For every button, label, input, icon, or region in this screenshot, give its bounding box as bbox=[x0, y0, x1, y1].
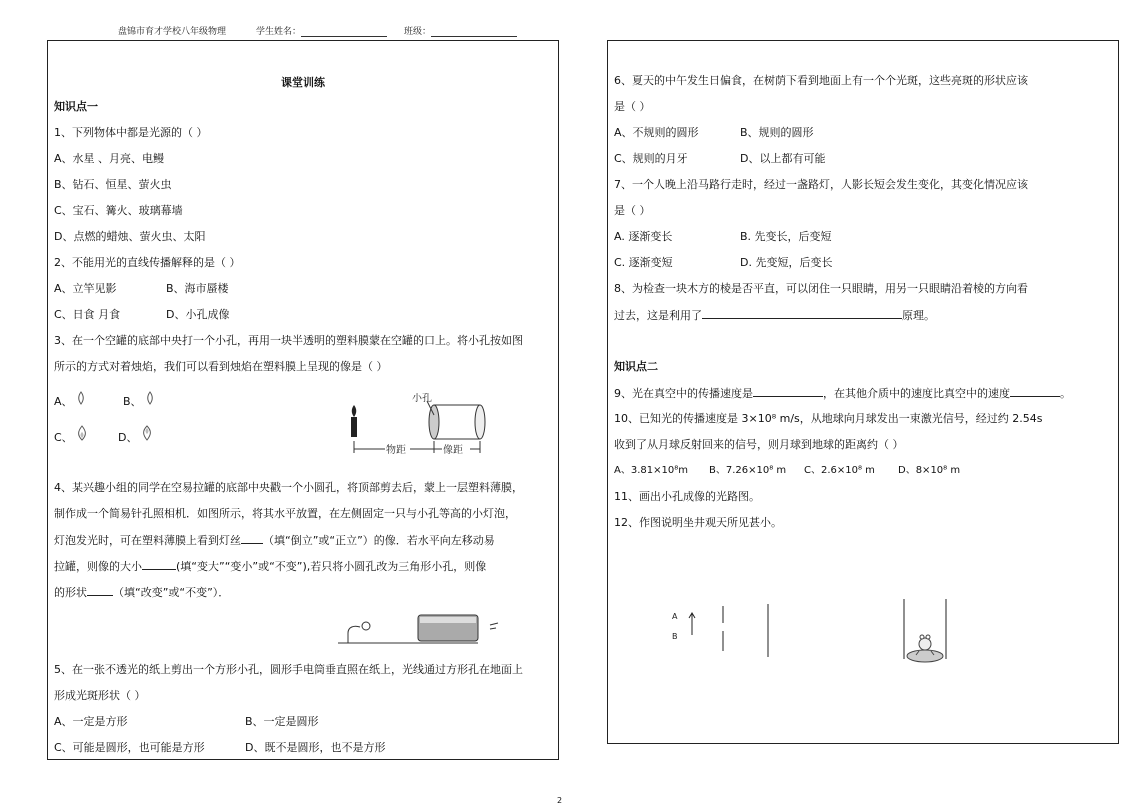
q6-line2: 是（ ） bbox=[614, 100, 651, 113]
q5-line2: 形成光斑形状（ ） bbox=[54, 689, 146, 702]
q6-option-a: A、不规则的圆形 bbox=[614, 126, 699, 139]
point-a-label: A bbox=[672, 612, 678, 621]
q9-blank-2[interactable] bbox=[1010, 386, 1060, 397]
left-panel bbox=[47, 40, 559, 760]
q6-line1: 6、夏天的中午发生日偏食，在树荫下看到地面上有一个个光斑，这些亮斑的形状应该 bbox=[614, 74, 1028, 87]
page-number: 2 bbox=[557, 796, 563, 805]
q1-option-c: C、宝石、篝火、玻璃幕墙 bbox=[54, 204, 183, 217]
q5-option-d: D、既不是圆形，也不是方形 bbox=[245, 741, 386, 754]
q7-option-d: D. 先变短，后变长 bbox=[740, 256, 833, 269]
header-school: 盘锦市育才学校八年级物理 bbox=[118, 27, 227, 37]
q5-option-c: C、可能是圆形，也可能是方形 bbox=[54, 741, 205, 754]
q10-option-a: A、3.81×10⁸m bbox=[614, 465, 688, 476]
q2-option-b: B、海市蜃楼 bbox=[166, 282, 229, 295]
q1-option-b: B、钻石、恒星、萤火虫 bbox=[54, 178, 172, 191]
q4-line3: 灯泡发光时，可在塑料薄膜上看到灯丝 （填“倒立”或“正立”）的像．若水平向左移动易 bbox=[54, 534, 495, 547]
q3-option-c: C、 bbox=[54, 425, 88, 445]
pinhole-diagram-figure bbox=[668, 599, 778, 663]
q10-line1: 10、已知光的传播速度是 3×10⁸ m/s，从地球向月球发出一束激光信号，经过约 2.54s bbox=[614, 412, 1043, 425]
q9-blank-1[interactable] bbox=[753, 386, 823, 397]
q4-line4: 拉罐，则像的大小 (填“变大”“变小”或“不变”),若只将小圆孔改为三角形小孔，则像 bbox=[54, 560, 487, 573]
q4-blank-3[interactable] bbox=[87, 585, 113, 596]
q6-option-c: C、规则的月牙 bbox=[614, 152, 688, 165]
flame-icon bbox=[76, 425, 88, 441]
fig3-image-distance-label: 像距 bbox=[443, 445, 463, 456]
q1-option-d: D、点燃的蜡烛、萤火虫、太阳 bbox=[54, 230, 206, 243]
q4-line5: 的形状 （填“改变”或“不变”）． bbox=[54, 586, 230, 599]
q7-line1: 7、一个人晚上沿马路行走时，经过一盏路灯，人影长短会发生变化，其变化情况应该 bbox=[614, 178, 1028, 191]
q5-option-a: A、一定是方形 bbox=[54, 715, 128, 728]
class-label: 班级： bbox=[404, 24, 517, 37]
q7-option-c: C. 逐渐变短 bbox=[614, 256, 673, 269]
q3-line2: 所示的方式对着烛焰，我们可以看到烛焰在塑料膜上呈现的像是（ ） bbox=[54, 360, 388, 373]
q10-option-d: D、8×10⁸ m bbox=[898, 465, 961, 476]
q3-option-a: A、 bbox=[54, 391, 86, 409]
q8-blank[interactable] bbox=[702, 308, 902, 319]
q8-line2: 过去，这是利用了 原理。 bbox=[614, 309, 935, 322]
q10-line2: 收到了从月球反射回来的信号，则月球到地球的距离约（ ） bbox=[614, 438, 904, 451]
pinhole-camera-figure bbox=[338, 611, 508, 651]
flame-icon bbox=[141, 425, 153, 441]
q2-option-d: D、小孔成像 bbox=[166, 308, 230, 321]
q5-line1: 5、在一张不透光的纸上剪出一个方形小孔，圆形手电筒垂直照在纸上，光线通过方形孔在地面上 bbox=[54, 663, 523, 676]
name-blank[interactable] bbox=[301, 26, 387, 37]
q6-option-d: D、以上都有可能 bbox=[740, 152, 826, 165]
q5-option-b: B、一定是圆形 bbox=[245, 715, 319, 728]
class-blank[interactable] bbox=[431, 26, 517, 37]
q3-option-d: D、 bbox=[118, 425, 153, 445]
q8-line1: 8、为检查一块木方的棱是否平直，可以闭住一只眼睛，用另一只眼睛沿着棱的方向看 bbox=[614, 282, 1028, 295]
q10-option-c: C、2.6×10⁸ m bbox=[804, 465, 875, 476]
right-panel bbox=[607, 40, 1119, 744]
q9-line: 9、光在真空中的传播速度是 ，在其他介质中的速度比真空中的速度 。 bbox=[614, 387, 1071, 400]
q7-option-b: B. 先变长，后变短 bbox=[740, 230, 832, 243]
q3-line1: 3、在一个空罐的底部中央打一个小孔，再用一块半透明的塑料膜蒙在空罐的口上。将小孔按如图 bbox=[54, 334, 523, 347]
section-heading-2: 知识点二 bbox=[614, 360, 658, 373]
q4-blank-1[interactable] bbox=[241, 533, 263, 544]
q2-option-a: A、立竿见影 bbox=[54, 282, 117, 295]
q12-stem: 12、作图说明坐井观天所见甚小。 bbox=[614, 516, 782, 529]
name-label: 学生姓名： bbox=[256, 24, 387, 37]
q6-option-b: B、规则的圆形 bbox=[740, 126, 814, 139]
q7-line2: 是（ ） bbox=[614, 204, 651, 217]
flame-icon bbox=[76, 391, 86, 405]
q10-option-b: B、7.26×10⁸ m bbox=[709, 465, 787, 476]
flame-icon bbox=[145, 391, 155, 405]
q4-line2: 制作成一个简易针孔照相机．如图所示，将其水平放置，在左侧固定一只与小孔等高的小灯泡， bbox=[54, 507, 516, 520]
fig3-hole-label: 小孔 bbox=[412, 393, 432, 404]
section-heading-1: 知识点一 bbox=[54, 100, 98, 113]
q11-stem: 11、画出小孔成像的光路图。 bbox=[614, 490, 760, 503]
pinhole-can-figure bbox=[342, 393, 492, 458]
fig3-object-distance-label: 物距 bbox=[386, 445, 406, 456]
frog-in-well-figure bbox=[898, 599, 958, 671]
q4-blank-2[interactable] bbox=[142, 559, 176, 570]
q3-option-b: B、 bbox=[123, 391, 155, 409]
point-b-label: B bbox=[672, 632, 678, 641]
q4-line1: 4、某兴趣小组的同学在空易拉罐的底部中央戳一个小圆孔，将顶部剪去后，蒙上一层塑料薄膜， bbox=[54, 481, 523, 494]
q2-stem: 2、不能用光的直线传播解释的是（ ） bbox=[54, 256, 241, 269]
q2-option-c: C、日食 月食 bbox=[54, 308, 121, 321]
q7-option-a: A. 逐渐变长 bbox=[614, 230, 673, 243]
q1-stem: 1、下列物体中都是光源的（ ） bbox=[54, 126, 208, 139]
section-title: 课堂训练 bbox=[281, 76, 325, 89]
q1-option-a: A、水星 、月亮、电鳗 bbox=[54, 152, 165, 165]
